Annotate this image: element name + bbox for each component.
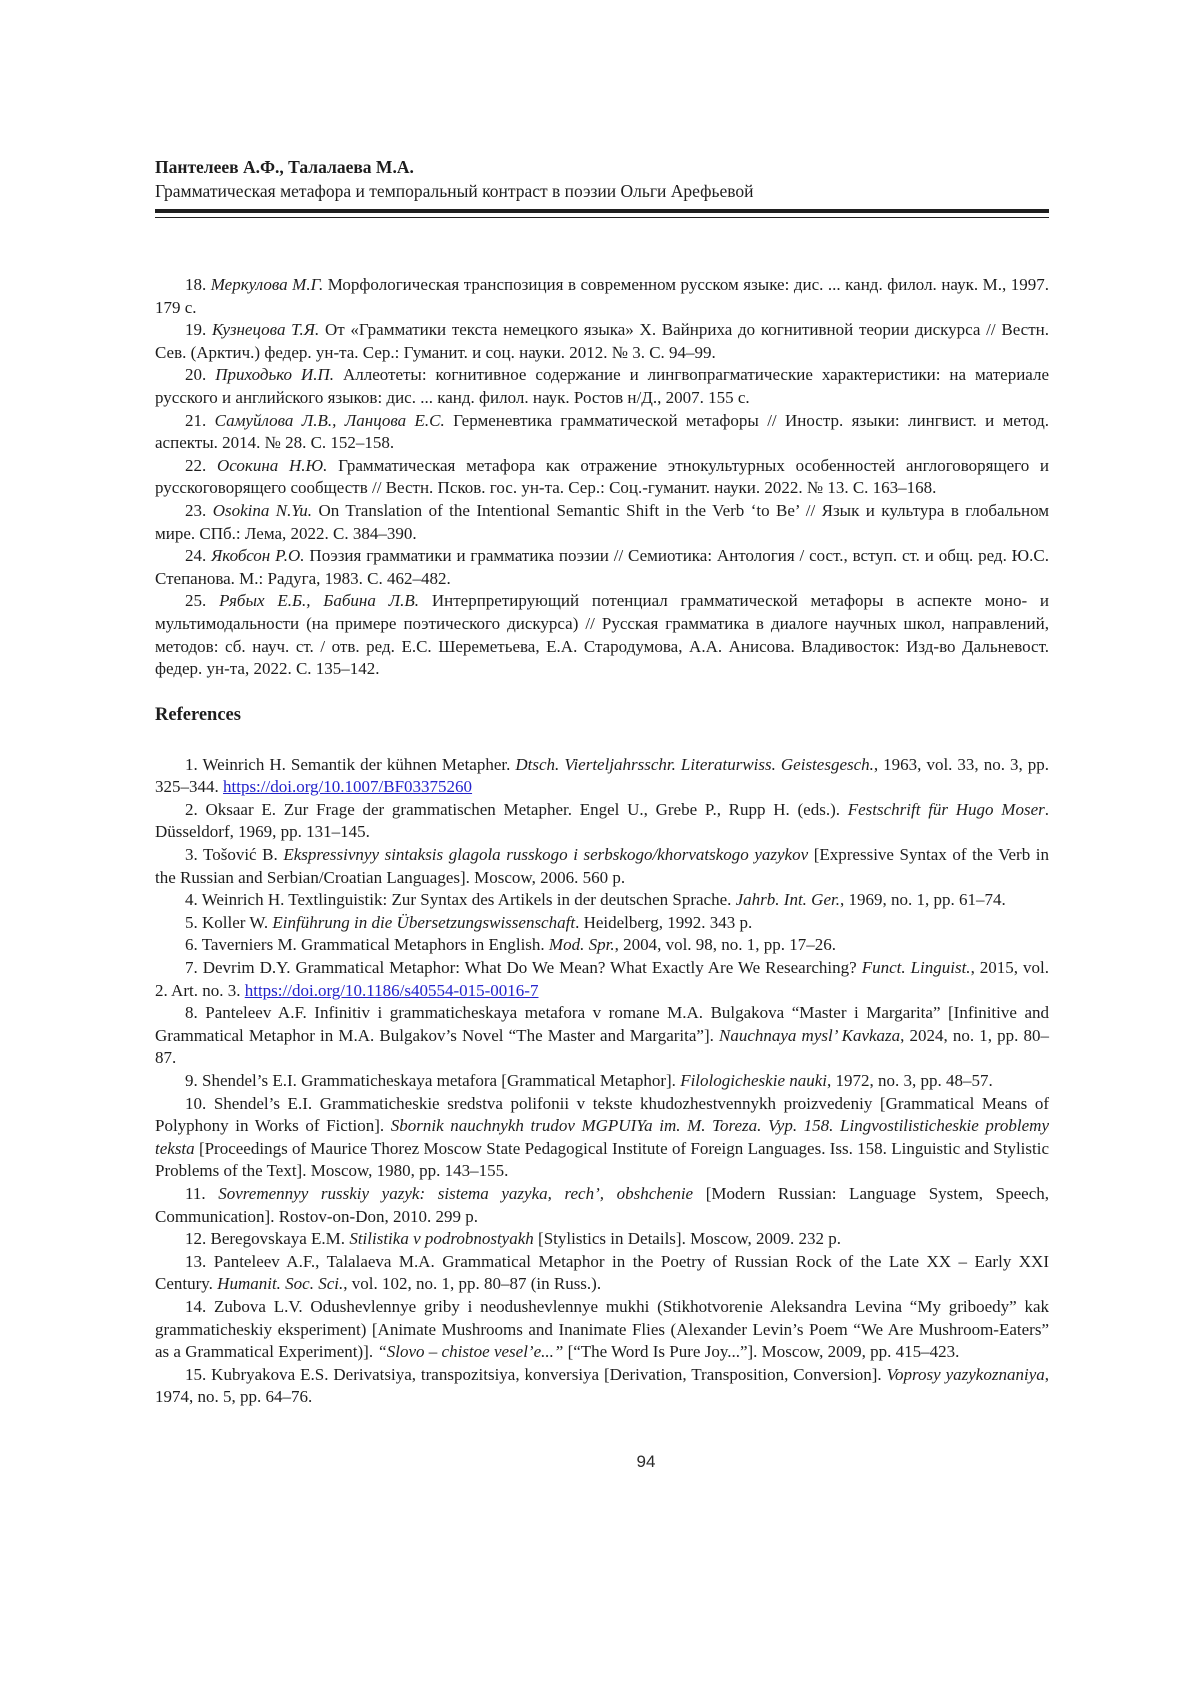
reference-text: , 1972, no. 3, pp. 48–57. [827, 1071, 993, 1090]
reference-text: 22. [185, 455, 217, 475]
reference-text: 7. Devrim D.Y. Grammatical Metaphor: What Do We Mean? What Exactly Are We Researching? [185, 958, 862, 978]
running-header [155, 155, 1049, 218]
reference-italic-text: Sbornik nauchnykh trudov MGPUIYa im. M. Toreza. Vyp. 158. Lingvostilisticheskie problemy teksta [155, 1116, 1049, 1158]
header-article-title: Грамматическая метафора и темпоральный контраст в поэзии Ольги Арефьевой [155, 181, 754, 201]
reference-italic-text: Filologicheskie nauki [680, 1071, 828, 1090]
reference-item [155, 274, 1049, 319]
reference-text: 11. [185, 1183, 219, 1203]
reference-item [155, 934, 1049, 957]
reference-item [155, 799, 1049, 844]
reference-text: 12. Beregovskaya E.M. [185, 1229, 350, 1249]
reference-italic-text: Ekspressivnyy sintaksis glagola russkogo i serbskogo/khorvatskogo yazykov [283, 845, 809, 865]
reference-text: 2. Oksaar E. Zur Frage der grammatischen Metapher. Engel U., Grebe P., Rupp H. (eds.). [185, 799, 848, 819]
reference-italic-text: Рябых Е.Б., Бабина Л.В. [219, 591, 420, 611]
reference-text: Аллеотеты: когнитивное содержание и лингвопрагматические характеристики: на материале русского и английского языков: дис. ... канд. филол. наук. Ростов н/Д., 2007. 155 с. [155, 365, 1050, 407]
header-authors: Пантелеев А.Ф., Талалаева М.А. [155, 157, 414, 177]
reference-item [155, 957, 1049, 1002]
reference-italic-text: Якобсон Р.О. [211, 546, 305, 566]
reference-text: [Modern Russian: Language System, Speech, Communication]. Rostov-on-Don, 2010. 299 p. [155, 1183, 1050, 1226]
reference-text: [Stylistics in Details]. Moscow, 2009. 232 p. [533, 1229, 842, 1249]
reference-text: Интерпретирующий потенциал грамматической метафоры в аспекте моно- и мультимодальности (на примере поэтического дискурса) // Русская грамматика в диалоге научных школ, направлений, методов: сб. науч. ст. / отв. ред. Е.С. Шереметьева, Е.А. Стародумова, А.А. Анисова. Владивосток: Изд-во Дальневост. федер. ун-та, 2022. С. 135–142. [155, 591, 1050, 679]
reference-text: [“The Word Is Pure Joy...”]. Moscow, 2009, pp. 415–423. [563, 1342, 960, 1362]
reference-text: Герменевтика грамматической метафоры // Иностр. языки: лингвист. и метод. аспекты. 2014. № 28. С. 152–158. [155, 410, 1049, 453]
reference-italic-text: Stilistika v podrobnostyakh [349, 1229, 534, 1249]
references-heading: References [155, 704, 241, 725]
header-rule [155, 209, 1049, 218]
reference-italic-text: Funct. Linguist. [861, 958, 971, 978]
reference-italic-text: Nauchnaya mysl’ Kavkaza [719, 1025, 901, 1045]
reference-text: 20. [185, 365, 216, 385]
reference-italic-text: Приходько И.П. [215, 365, 335, 385]
reference-text: , 2015, vol. 2. Art. no. 3. [155, 958, 1049, 1000]
russian-references-list [155, 274, 1049, 681]
reference-text: , vol. 102, no. 1, pp. 80–87 (in Russ.). [343, 1274, 602, 1294]
reference-text: 9. Shendel’s E.I. Grammaticheskaya metafora [Grammatical Metaphor]. [185, 1071, 681, 1090]
reference-item [155, 590, 1049, 680]
reference-italic-text: Меркулова М.Г. [210, 275, 324, 294]
reference-text: , 2004, vol. 98, no. 1, pp. 17–26. [614, 935, 837, 955]
reference-text: [Proceedings of Maurice Thorez Moscow State Pedagogical Institute of Foreign Languages. Iss. 158. Linguistic and Stylistic Problems of the Text]. Moscow, 1980, pp. 143–155. [155, 1138, 1049, 1181]
reference-italic-text: Voprosy yazykoznaniya [886, 1364, 1045, 1384]
reference-text: . Düsseldorf, 1969, pp. 131–145. [155, 799, 1049, 842]
reference-item [155, 410, 1049, 455]
reference-item [155, 844, 1049, 889]
reference-italic-text: Humanit. Soc. Sci. [217, 1274, 344, 1294]
reference-text: 14. Zubova L.V. Odushevlennye griby i neodushevlennye mukhi (Stikhotvorenie Aleksandra Levina “My griboedy” kak grammaticheskiy eksperiment) [Animate Mushrooms and Inanimate Flies (Alexander Levin’s Poem “We Are Mushroom-Eaters” as a Grammatical Experiment)]. [155, 1296, 1049, 1362]
reference-text: [Expressive Syntax of the Verb in the Russian and Serbian/Croatian Languages]. Moscow, 2006. 560 p. [155, 845, 1050, 887]
reference-item [155, 545, 1049, 590]
reference-item [155, 364, 1049, 409]
reference-italic-text: Festschrift für Hugo Moser [847, 799, 1045, 819]
reference-text: Грамматическая метафора как отражение этнокультурных особенностей англоговорящего и русскоговорящего сообществ // Вестн. Псков. гос. ун-та. Сер.: Соц.-гуманит. науки. 2022. № 13. С. 163–168. [155, 455, 1050, 498]
reference-item [155, 1070, 1049, 1093]
reference-italic-text: Кузнецова Т.Я. [211, 320, 320, 340]
reference-item [155, 500, 1049, 545]
reference-item [155, 1364, 1049, 1409]
reference-text: 21. [185, 410, 215, 430]
reference-italic-text: Einführung in die Übersetzungswissenschaft [272, 912, 576, 932]
reference-italic-text: Dtsch. Vierteljahrsschr. Literaturwiss. Geistesgesch. [515, 754, 874, 774]
reference-text: , 1963, vol. 33, no. 3, pp. 325–344. [155, 754, 1049, 797]
reference-italic-text: Осокина Н.Ю. [217, 455, 328, 475]
reference-text: 24. [185, 546, 212, 566]
reference-item [155, 1296, 1049, 1364]
reference-text: 3. Tošović B. [185, 845, 284, 865]
reference-item [155, 319, 1049, 364]
reference-item [155, 455, 1049, 500]
reference-italic-text: Jahrb. Int. Ger. [735, 890, 840, 910]
reference-text: 4. Weinrich H. Textlinguistik: Zur Syntax des Artikels in der deutschen Sprache. [185, 890, 736, 910]
reference-text: , 1974, no. 5, pp. 64–76. [155, 1364, 1049, 1407]
page-number: 94 [636, 1452, 656, 1471]
english-references-list [155, 754, 1049, 1409]
reference-text: От «Грамматики текста немецкого языка» Х. Вайнриха до когнитивной теории дискурса // Вестн. Сев. (Арктич.) федер. ун-та. Сер.: Гуманит. и соц. науки. 2012. № 3. С. 94–99. [155, 320, 1049, 362]
reference-item [155, 912, 1049, 935]
reference-item [155, 1183, 1049, 1228]
reference-text: . Heidelberg, 1992. 343 p. [575, 912, 753, 932]
reference-item [155, 889, 1049, 912]
page-number-row [0, 1452, 1200, 1472]
doi-link[interactable]: https://doi.org/10.1007/BF03375260 [223, 777, 473, 797]
reference-text: 23. [185, 500, 213, 520]
page-content [155, 155, 1049, 1409]
doi-link[interactable]: https://doi.org/10.1186/s40554-015-0016-7 [244, 980, 539, 1000]
reference-text: 18. [185, 275, 211, 294]
reference-item [155, 1093, 1049, 1183]
reference-text: 19. [185, 320, 212, 340]
reference-text: 1. Weinrich H. Semantik der kühnen Metapher. [185, 754, 516, 774]
reference-italic-text: Самуйлова Л.В., Ланцова Е.С. [214, 410, 445, 430]
reference-item [155, 1228, 1049, 1251]
reference-item [155, 754, 1049, 799]
reference-item [155, 1002, 1049, 1070]
reference-text: 15. Kubryakova E.S. Derivatsiya, transpozitsiya, konversiya [Derivation, Transposition, Conversion]. [185, 1364, 887, 1384]
reference-text: 6. Taverniers M. Grammatical Metaphors in English. [185, 935, 549, 955]
reference-text: Морфологическая транспозиция в современном русском языке: дис. ... канд. филол. наук. М., 1997. 179 с. [155, 275, 1049, 317]
reference-italic-text: Osokina N.Yu. [212, 500, 313, 520]
reference-item [155, 1251, 1049, 1296]
reference-text: , 2024, no. 1, pp. 80–87. [155, 1025, 1049, 1068]
reference-text: 25. [185, 591, 220, 611]
reference-text: , 1969, no. 1, pp. 61–74. [840, 890, 1006, 910]
reference-text: 5. Koller W. [185, 912, 273, 932]
reference-text: 10. Shendel’s E.I. Grammaticheskie sredstva polifonii v tekste khudozhestvennykh proizvedeniy [Grammatical Means of Polyphony in Works of Fiction]. [155, 1093, 1049, 1136]
reference-italic-text: “Slovo – chistoe vesel’e...” [377, 1342, 564, 1362]
reference-text: 13. Panteleev A.F., Talalaeva M.A. Grammatical Metaphor in the Poetry of Russian Rock of the Late XX – Early XXI Century. [155, 1251, 1049, 1294]
reference-italic-text: Mod. Spr. [548, 935, 615, 955]
reference-text: 8. Panteleev A.F. Infinitiv i grammaticheskaya metafora v romane M.A. Bulgakova “Master i Margarita” [Infinitive and Grammatical Metaphor in M.A. Bulgakov’s Novel “The Master and Margarita”]. [155, 1003, 1049, 1045]
reference-text: Поэзия грамматики и грамматика поэзии // Семиотика: Антология / сост., вступ. ст. и общ. ред. Ю.С. Степанова. М.: Радуга, 1983. С. 462–482. [155, 546, 1049, 588]
reference-text: On Translation of the Intentional Semantic Shift in the Verb ‘to Be’ // Язык и культура в глобальном мире. СПб.: Лема, 2022. С. 384–390. [155, 500, 1049, 543]
reference-italic-text: Sovremennyy russkiy yazyk: sistema yazyka, rech’, obshchenie [218, 1183, 694, 1203]
